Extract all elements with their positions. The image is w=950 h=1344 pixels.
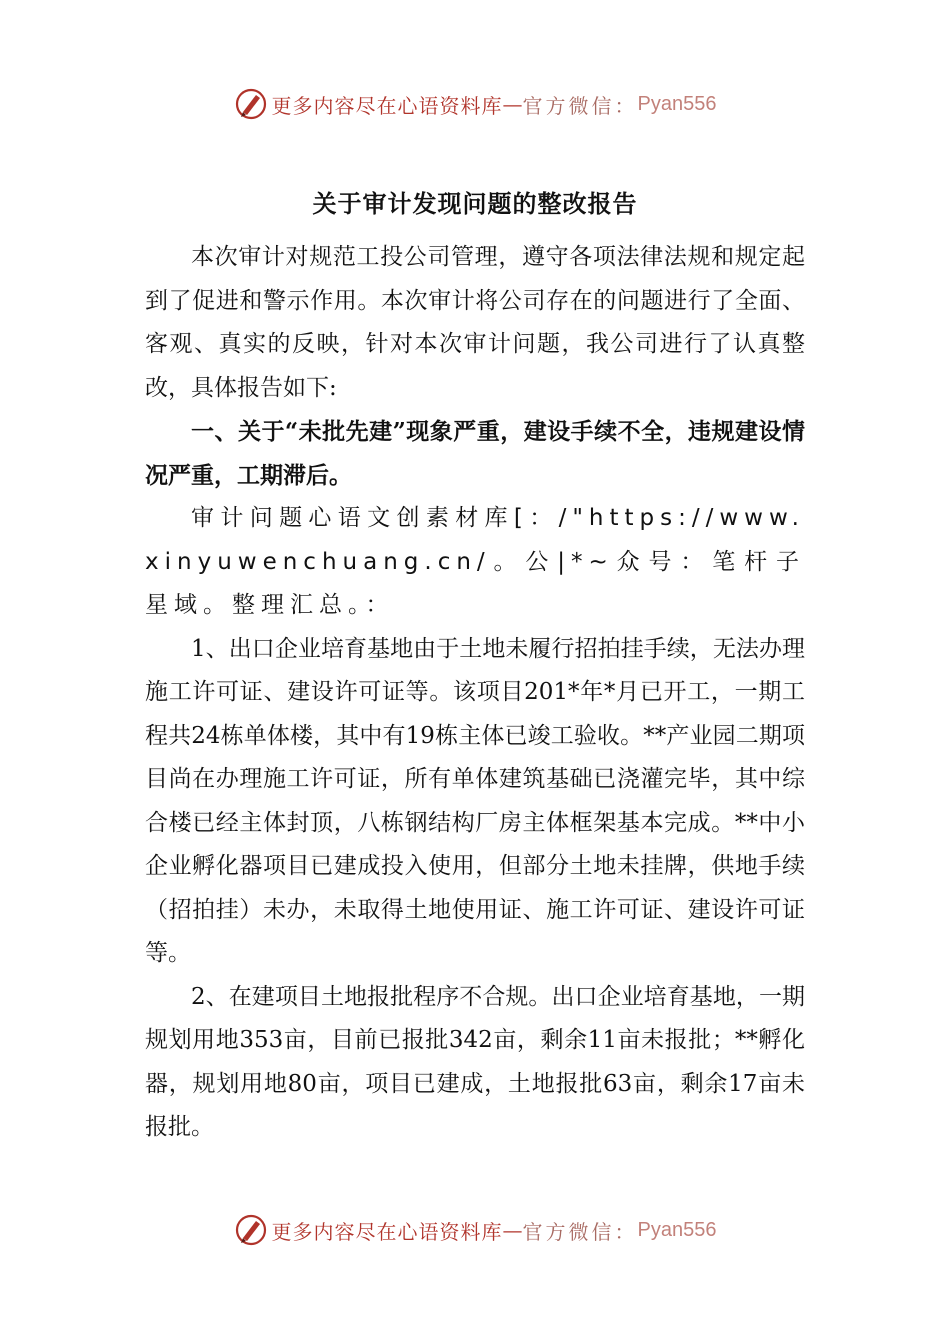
banner-wechat-id: Pyan556 [637,92,717,115]
paragraph-item-1: 1、出口企业培育基地由于土地未履行招拍挂手续，无法办理施工许可证、建设许可证等。该项目201*年*月已开工，一期工程共24栋单体楼，其中有19栋主体已竣工验收。**产业园二期项目尚在办理施工许可证，所有单体建筑基础已浇灌完毕，其中综合楼已经主体封顶，八栋钢结构厂房主体框架基本完成。**中小企业孵化器项目已建成投入使用，但部分土地未挂牌，供地手续（招拍挂）未办，未取得土地使用证、施工许可证、建设许可证等。 [145,635,805,966]
banner-wechat-id: Pyan556 [637,1218,717,1241]
banner-label: 官方微信： [522,1219,638,1244]
banner-label: 官方微信： [522,93,638,118]
document-title: 关于审计发现问题的整改报告 [312,189,638,219]
watermark-banner-bottom [0,1210,950,1250]
section-heading-1: 一、关于“未批先建”现象严重，建设手续不全，违规建设情况严重，工期滞后。 [145,418,805,489]
paragraph-source-note: 审计问题心语文创素材库[：/"https://www.xinyuwenchuang.cn/。公|*~众号：笔杆子星域。整理汇总。： [145,505,805,618]
banner-main-text: 更多内容尽在心语资料库 [271,1219,503,1244]
banner-dash: — [502,92,523,116]
paragraph-intro: 本次审计对规范工投公司管理，遵守各项法律法规和规定起到了促进和警示作用。本次审计将公司存在的问题进行了全面、客观、真实的反映，针对本次审计问题，我公司进行了认真整改，具体报告如下: [145,244,805,401]
watermark-banner-top [0,84,950,124]
document-body [145,236,805,1150]
banner-main-text: 更多内容尽在心语资料库 [271,93,503,118]
pen-logo-icon [234,87,268,121]
banner-dash: — [502,1218,523,1242]
pen-logo-icon [234,1213,268,1247]
paragraph-item-2: 2、在建项目土地报批程序不合规。出口企业培育基地，一期规划用地353亩，目前已报批342亩，剩余11亩未报批；**孵化器，规划用地80亩，项目已建成，土地报批63亩，剩余17亩未报批。 [145,983,805,1140]
